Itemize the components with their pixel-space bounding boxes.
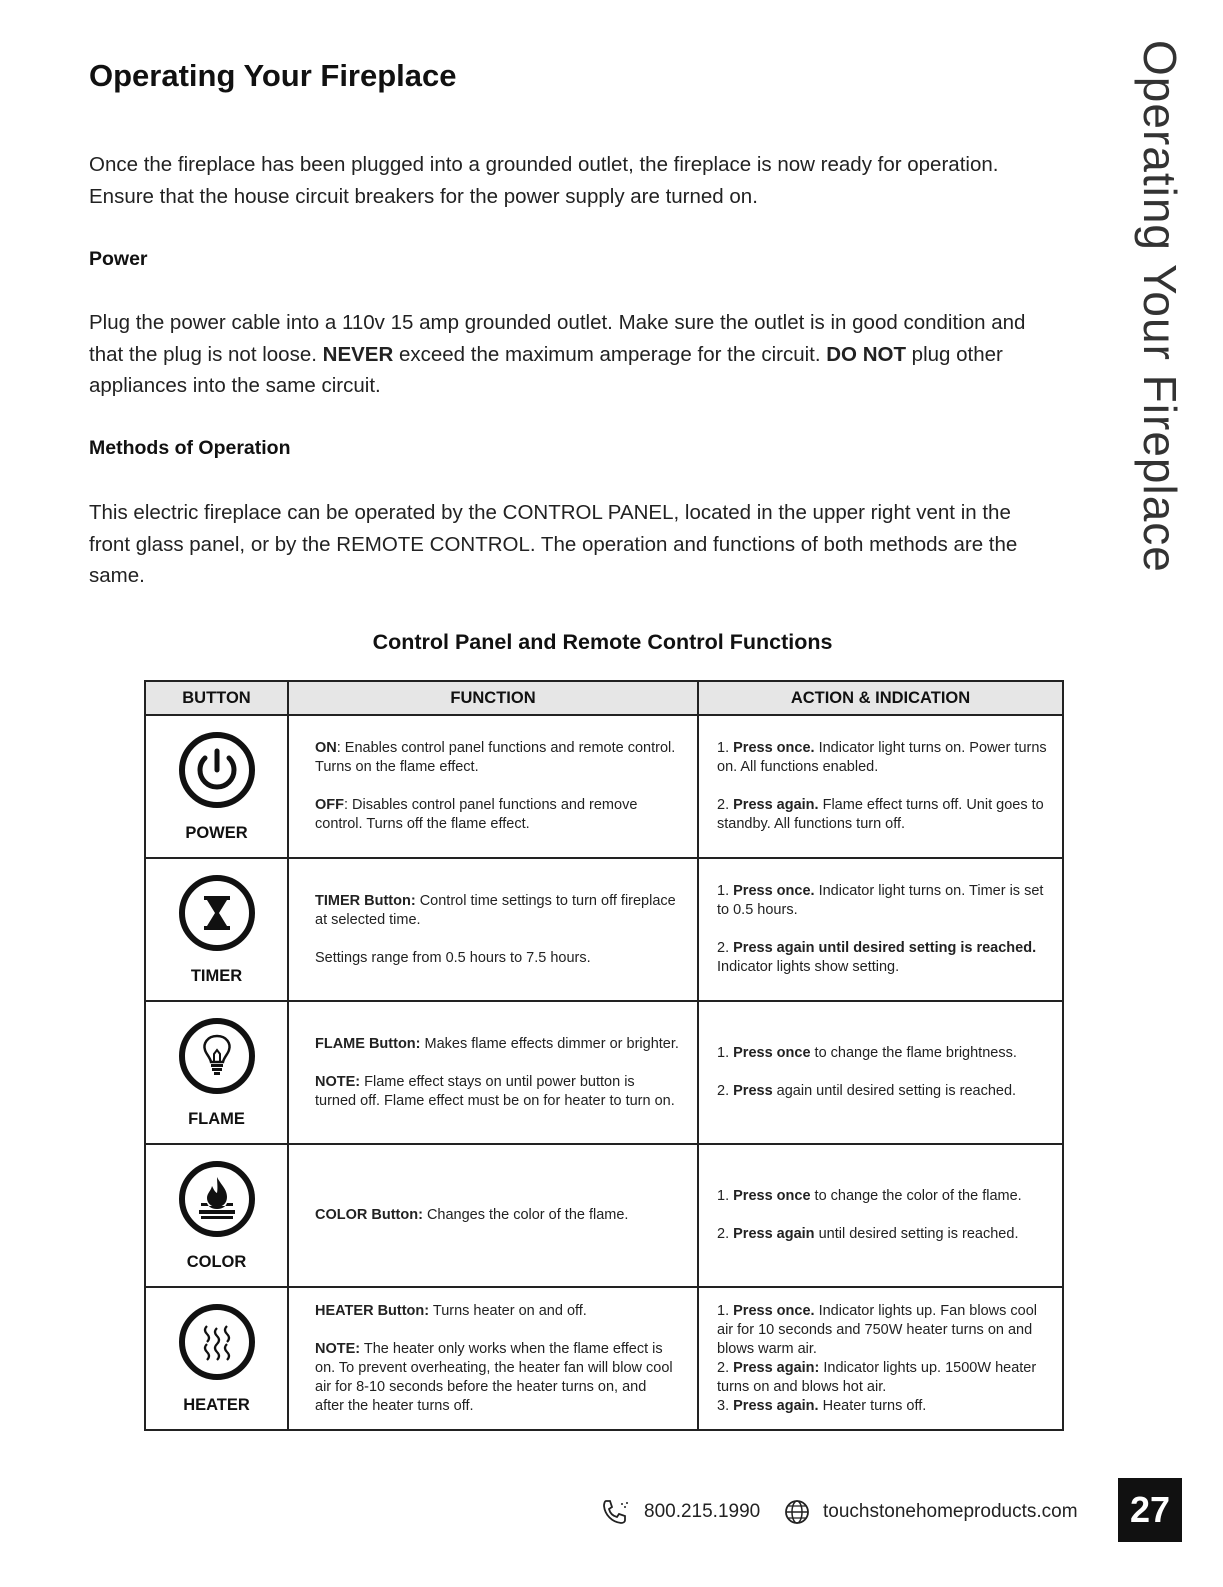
step-number: 2. (717, 1226, 734, 1242)
function-bold: FLAME Button: (315, 1035, 421, 1052)
action-line (717, 939, 1048, 977)
action-text: to change the flame brightness. (810, 1045, 1017, 1061)
flame-icon (177, 1159, 257, 1239)
step-number: 1. (717, 1188, 734, 1204)
table-row-timer (145, 858, 1063, 1001)
action-cell (698, 1144, 1063, 1287)
action-text: Heater turns off. (818, 1397, 927, 1414)
action-bold: Press once. (733, 1302, 815, 1319)
intro-paragraph: Once the fireplace has been plugged into a grounded outlet, the fireplace is now ready for operation. Ensure that the house circuit breakers for the power supply are turned on. (89, 153, 999, 208)
action-text: Indicator lights up. 1500W heater turns on and blows hot air. (717, 1359, 1037, 1395)
function-cell (288, 1144, 698, 1287)
action-bold: Press again. (733, 1397, 819, 1414)
action-cell (698, 1001, 1063, 1144)
function-text: : Enables control panel functions and remote control. Turns on the flame effect. (315, 740, 676, 775)
button-label: HEATER (183, 1396, 250, 1414)
light-bulb-icon (177, 1016, 257, 1096)
table-header-row (145, 681, 1063, 715)
power-icon (177, 730, 257, 810)
action-line (717, 1044, 1048, 1063)
function-bold: COLOR Button: (315, 1207, 423, 1223)
action-bold: Press (733, 1083, 773, 1099)
footer-website (784, 1494, 1078, 1530)
step-number: 2. (717, 940, 734, 956)
action-line (717, 1359, 1048, 1397)
action-text: Flame effect turns off. Unit goes to standby. All functions turn off. (717, 797, 1044, 832)
action-text: Indicator lights show setting. (717, 959, 900, 975)
action-line (717, 739, 1048, 777)
function-cell (288, 1001, 698, 1144)
action-bold: Press once (733, 1188, 811, 1204)
action-cell (698, 1287, 1063, 1430)
phone-number: 800.215.1990 (644, 1501, 761, 1522)
methods-heading: Methods of Operation (89, 437, 291, 459)
action-line (717, 1082, 1048, 1101)
power-text-2: exceed the maximum amperage for the circuit. (393, 342, 827, 366)
function-text: The heater only works when the flame effect is on. To prevent overheating, the heater fan will blow cool air for 8-10 seconds before the heater turns on, and after the heater turns off. (315, 1340, 673, 1414)
page-title: Operating Your Fireplace (89, 58, 457, 93)
button-label: POWER (185, 824, 248, 842)
function-text: Settings range from 0.5 hours to 7.5 hours. (315, 949, 591, 966)
function-cell (288, 1287, 698, 1430)
button-cell (145, 1287, 288, 1430)
function-line (315, 1340, 679, 1416)
function-bold: ON (315, 740, 337, 756)
power-text-1: Plug the power cable into a 110v 15 amp grounded outlet. Make sure the outlet is in good condition and that the plug is not loose. (89, 311, 1026, 366)
function-text: Turns heater on and off. (429, 1302, 587, 1319)
function-line (315, 892, 679, 930)
website-link[interactable]: touchstonehomeproducts.com (823, 1501, 1078, 1522)
action-bold: Press again: (733, 1359, 820, 1376)
function-bold: OFF (315, 797, 344, 813)
function-cell (288, 858, 698, 1001)
action-text: again until desired setting is reached. (772, 1083, 1017, 1099)
function-bold: NOTE: (315, 1340, 361, 1357)
header-action: ACTION & INDICATION (698, 681, 1063, 715)
action-bold: Press again until desired setting is reached. (733, 940, 1037, 956)
step-number: 2. (717, 1083, 734, 1099)
table-title: Control Panel and Remote Control Functions (372, 630, 833, 654)
function-line (315, 739, 679, 777)
never-emphasis: NEVER (322, 342, 394, 366)
action-text: until desired setting is reached. (814, 1226, 1019, 1242)
step-number: 2. (717, 797, 734, 813)
action-bold: Press again. (733, 797, 819, 813)
header-function: FUNCTION (288, 681, 698, 715)
button-cell (145, 715, 288, 858)
table-row-color (145, 1144, 1063, 1287)
table-row-power (145, 715, 1063, 858)
action-line (717, 1397, 1048, 1416)
power-heading: Power (89, 248, 148, 270)
function-line (315, 949, 679, 968)
action-bold: Press once. (733, 740, 815, 756)
action-cell (698, 858, 1063, 1001)
action-line (717, 882, 1048, 920)
side-title: Operating Your Fireplace (1134, 40, 1186, 573)
phone-icon (600, 1498, 630, 1526)
step-number: 3. (717, 1397, 734, 1414)
function-line (315, 1206, 679, 1225)
power-text-3: plug other appliances into the same circuit. (89, 342, 1003, 397)
hourglass-icon (177, 873, 257, 953)
action-text: Indicator light turns on. Power turns on. All functions enabled. (717, 740, 1047, 775)
function-text: Flame effect stays on until power button is turned off. Flame effect must be on for heater to turn on. (315, 1073, 675, 1109)
header-button: BUTTON (145, 681, 288, 715)
function-line (315, 1302, 679, 1321)
function-text: : Disables control panel functions and remove control. Turns off the flame effect. (315, 797, 638, 832)
button-label: COLOR (186, 1253, 247, 1271)
power-paragraph (89, 307, 1049, 402)
footer-phone (600, 1494, 760, 1530)
action-line (717, 1302, 1048, 1359)
action-text: Indicator light turns on. Timer is set to 0.5 hours. (717, 883, 1044, 918)
step-number: 2. (717, 1359, 734, 1376)
methods-paragraph: This electric fireplace can be operated by the CONTROL PANEL, located in the upper right vent in the front glass panel, or by the REMOTE CONTROL. The operation and functions of both methods are the same. (89, 501, 1018, 587)
action-line (717, 796, 1048, 834)
action-text: Indicator lights up. Fan blows cool air for 10 seconds and 750W heater turns on and blows warm air. (717, 1302, 1037, 1357)
function-line (315, 796, 679, 834)
function-text: Changes the color of the flame. (422, 1207, 629, 1223)
page-number: 27 (1118, 1478, 1182, 1542)
step-number: 1. (717, 1045, 734, 1061)
action-bold: Press once (733, 1045, 811, 1061)
step-number: 1. (717, 1302, 734, 1319)
function-text: Makes flame effects dimmer or brighter. (420, 1035, 679, 1052)
button-cell (145, 1144, 288, 1287)
do-not-emphasis: DO NOT (826, 342, 906, 366)
step-number: 1. (717, 740, 734, 756)
action-line (717, 1187, 1048, 1206)
button-cell (145, 1001, 288, 1144)
globe-icon (784, 1499, 810, 1525)
heat-waves-icon (177, 1302, 257, 1382)
function-cell (288, 715, 698, 858)
action-line (717, 1225, 1048, 1244)
function-text: Control time settings to turn off fireplace at selected time. (315, 892, 676, 928)
function-line (315, 1035, 679, 1054)
function-bold: TIMER Button: (315, 892, 416, 909)
function-bold: HEATER Button: (315, 1302, 430, 1319)
function-line (315, 1073, 679, 1111)
step-number: 1. (717, 883, 734, 899)
function-bold: NOTE: (315, 1073, 361, 1090)
action-bold: Press once. (733, 883, 815, 899)
action-text: to change the color of the flame. (810, 1188, 1022, 1204)
functions-table (144, 680, 1064, 1431)
action-cell (698, 715, 1063, 858)
table-row-heater (145, 1287, 1063, 1430)
button-cell (145, 858, 288, 1001)
table-row-flame (145, 1001, 1063, 1144)
action-bold: Press again (733, 1226, 815, 1242)
button-label: TIMER (190, 967, 243, 985)
button-label: FLAME (188, 1110, 245, 1128)
